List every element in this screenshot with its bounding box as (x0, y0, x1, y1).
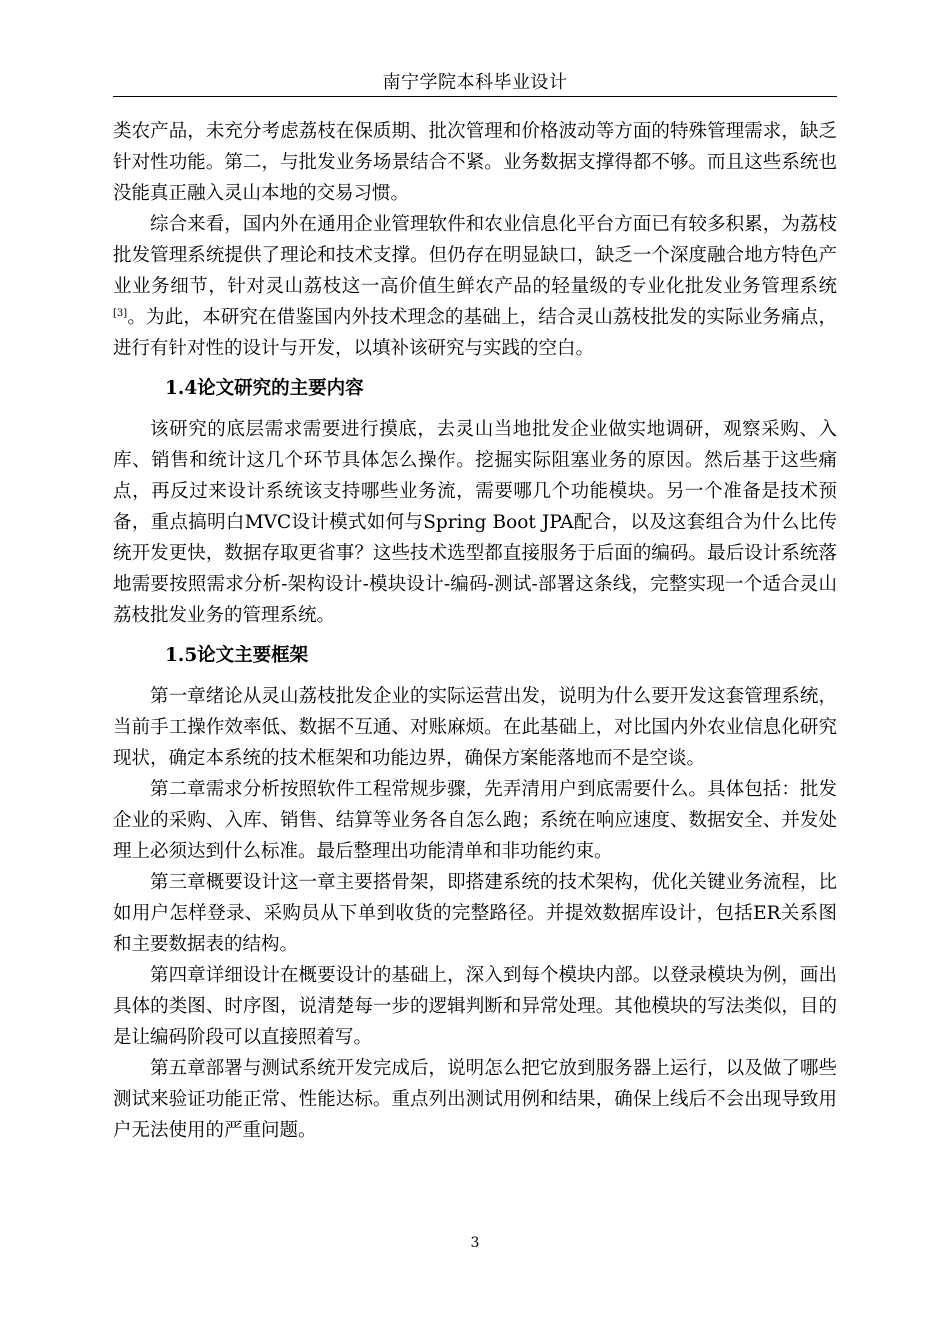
intro-summary-text-b: 。为此，本研究在借鉴国内外技术理念的基础上，结合灵山荔枝批发的实际业务痛点，进行有针对性的设计与开发，以填补该研究与实践的空白。 (113, 307, 837, 359)
page-body (113, 116, 837, 1146)
page-header: 南宁学院本科毕业设计 (382, 72, 568, 93)
intro-summary-text-a: 综合来看，国内外在通用企业管理软件和农业信息化平台方面已有较多积累，为荔枝批发管理系统提供了理论和技术支撑。但仍存在明显缺口，缺乏一个深度融合地方特色产业业务细节，针对灵山荔枝这一高价值生鲜农产品的轻量级的专业化批发业务管理系统 (113, 214, 837, 297)
chapter-1-paragraph: 第一章绪论从灵山荔枝批发企业的实际运营出发，说明为什么要开发这套管理系统，当前手工操作效率低、数据不互通、对账麻烦。在此基础上，对比国内外农业信息化研究现状，确定本系统的技术框架和功能边界，确保方案能落地而不是空谈。 (113, 686, 837, 769)
section-heading-1-4: 1.4论文研究的主要内容 (165, 378, 364, 399)
citation-ref: [3] (113, 307, 128, 319)
chapter-2-paragraph: 第二章需求分析按照软件工程常规步骤，先弄清用户到底需要什么。具体包括：批发企业的采购、入库、销售、结算等业务各自怎么跑；系统在响应速度、数据安全、并发处理上必须达到什么标准。最后整理出功能清单和非功能约束。 (113, 779, 837, 862)
page-number: 3 (470, 1235, 480, 1251)
header-rule (113, 96, 837, 97)
intro-continuation-paragraph: 类农产品，未充分考虑荔枝在保质期、批次管理和价格波动等方面的特殊管理需求，缺乏针对性功能。第二，与批发业务场景结合不紧。业务数据支撑得都不够。而且这些系统也没能真正融入灵山本地的交易习惯。 (113, 121, 837, 204)
section-heading-1-5: 1.5论文主要框架 (165, 645, 309, 666)
section-1-4-paragraph: 该研究的底层需求需要进行摸底，去灵山当地批发企业做实地调研，观察采购、入库、销售和统计这几个环节具体怎么操作。挖掘实际阻塞业务的原因。然后基于这些痛点，再反过来设计系统该支持哪些业务流，需要哪几个功能模块。另一个准备是技术预备，重点搞明白MVC设计模式如何与Spring Boot JPA配合，以及这套组合为什么比传统开发更快，数据存取更省事？这些技术选型都直接服务于后面的编码。最后设计系统落地需要按照需求分析-架构设计-模块设计-编码-测试-部署这条线，完整实现一个适合灵山荔枝批发业务的管理系统。 (113, 419, 837, 626)
intro-summary-paragraph (113, 209, 837, 364)
chapter-4-paragraph: 第四章详细设计在概要设计的基础上，深入到每个模块内部。以登录模块为例，画出具体的类图、时序图，说清楚每一步的逻辑判断和异常处理。其他模块的写法类似，目的是让编码阶段可以直接照着写。 (113, 965, 837, 1048)
chapter-3-paragraph: 第三章概要设计这一章主要搭骨架，即搭建系统的技术架构，优化关键业务流程，比如用户怎样登录、采购员从下单到收货的完整路径。并提效数据库设计，包括ER关系图和主要数据表的结构。 (113, 872, 837, 955)
chapter-5-paragraph: 第五章部署与测试系统开发完成后，说明怎么把它放到服务器上运行，以及做了哪些测试来验证功能正常、性能达标。重点列出测试用例和结果，确保上线后不会出现导致用户无法使用的严重问题。 (113, 1058, 837, 1141)
